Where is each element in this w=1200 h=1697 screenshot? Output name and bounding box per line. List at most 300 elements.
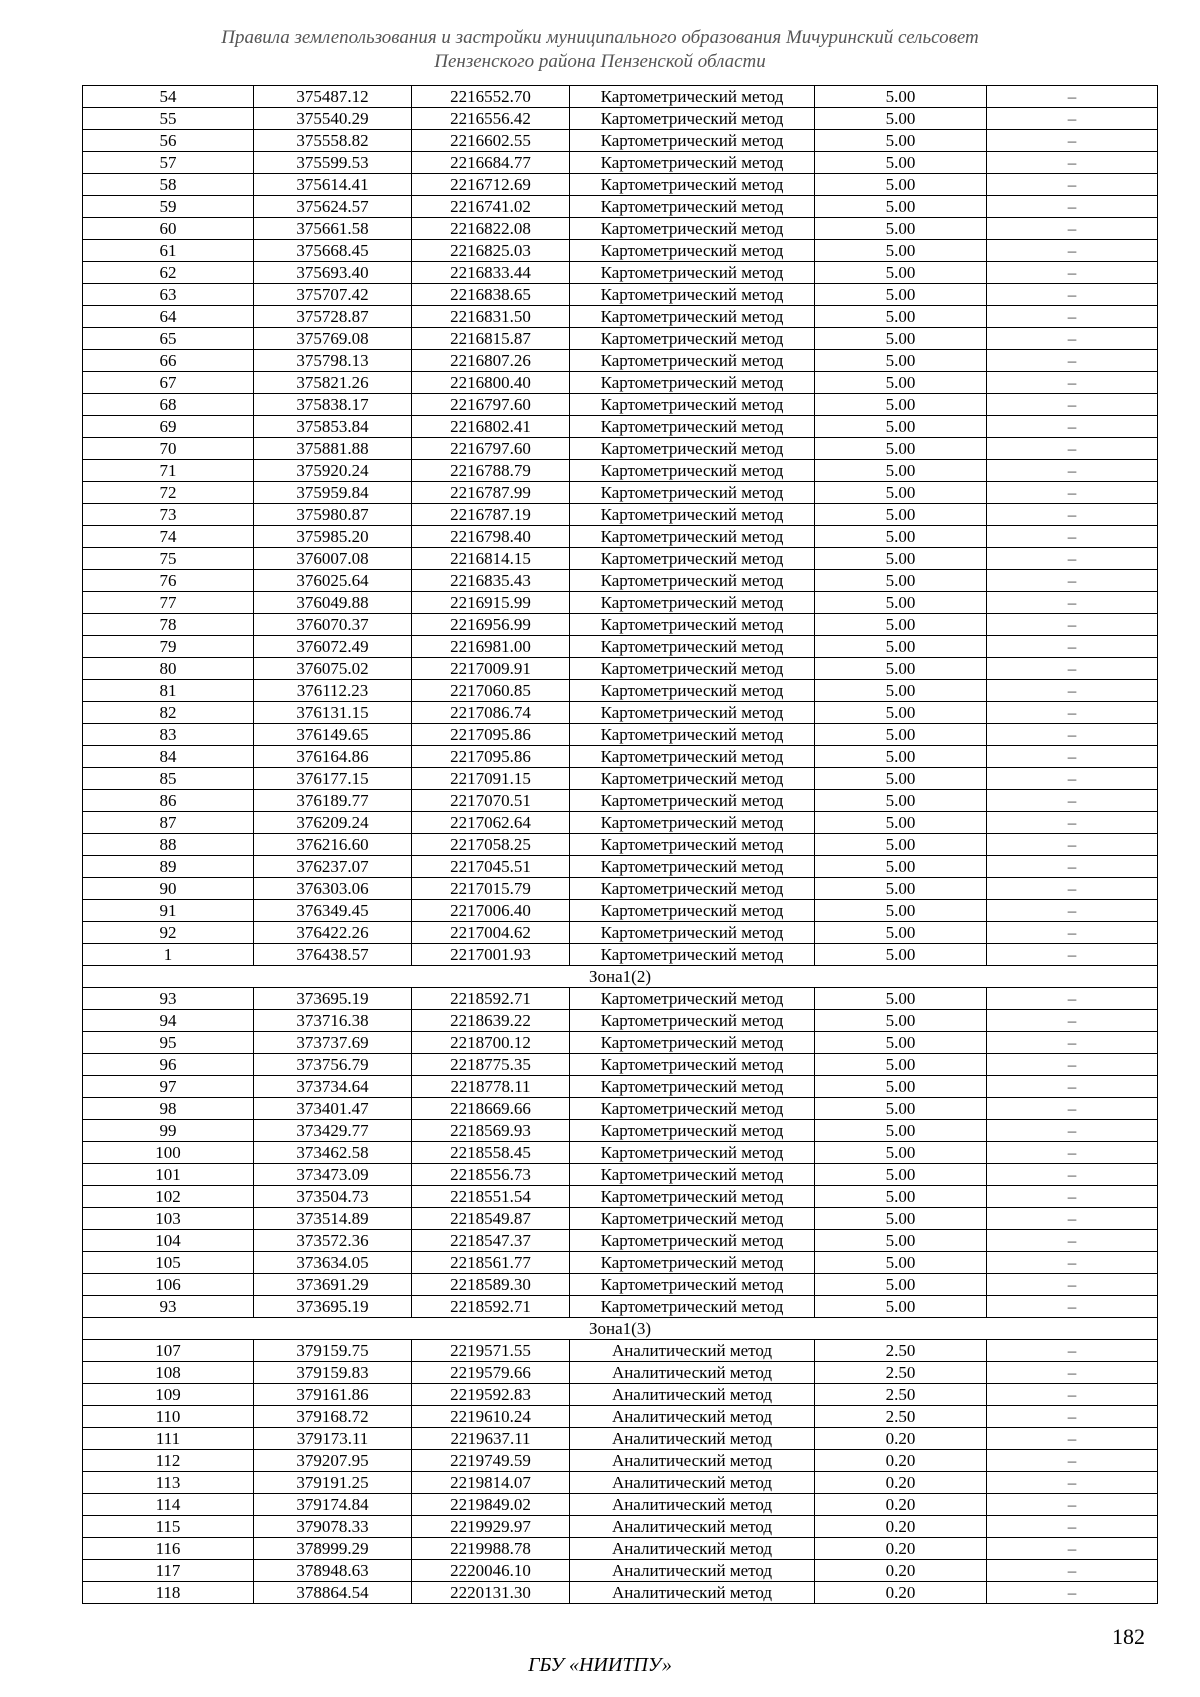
description-cell: – — [987, 1560, 1158, 1582]
y-coordinate-cell: 2218592.71 — [412, 1296, 570, 1318]
y-coordinate-cell: 2216552.70 — [412, 86, 570, 108]
x-coordinate-cell: 376072.49 — [254, 636, 412, 658]
y-coordinate-cell: 2218547.37 — [412, 1230, 570, 1252]
y-coordinate-cell: 2218558.45 — [412, 1142, 570, 1164]
description-cell: – — [987, 108, 1158, 130]
point-number-cell: 74 — [83, 526, 254, 548]
accuracy-cell: 5.00 — [815, 812, 987, 834]
method-cell: Картометрический метод — [570, 394, 815, 416]
method-cell: Картометрический метод — [570, 460, 815, 482]
method-cell: Картометрический метод — [570, 218, 815, 240]
method-cell: Картометрический метод — [570, 944, 815, 966]
y-coordinate-cell: 2216800.40 — [412, 372, 570, 394]
x-coordinate-cell: 376189.77 — [254, 790, 412, 812]
x-coordinate-cell: 376149.65 — [254, 724, 412, 746]
accuracy-cell: 5.00 — [815, 438, 987, 460]
table-row — [83, 394, 1158, 416]
y-coordinate-cell: 2219592.83 — [412, 1384, 570, 1406]
point-number-cell: 108 — [83, 1362, 254, 1384]
method-cell: Аналитический метод — [570, 1428, 815, 1450]
description-cell: – — [987, 328, 1158, 350]
description-cell: – — [987, 1494, 1158, 1516]
table-row — [83, 1274, 1158, 1296]
description-cell: – — [987, 614, 1158, 636]
table-row — [83, 702, 1158, 724]
point-number-cell: 58 — [83, 174, 254, 196]
description-cell: – — [987, 152, 1158, 174]
accuracy-cell: 5.00 — [815, 1010, 987, 1032]
coordinates-table — [82, 85, 1158, 1604]
table-row — [83, 1406, 1158, 1428]
accuracy-cell: 5.00 — [815, 174, 987, 196]
table-row — [83, 768, 1158, 790]
description-cell: – — [987, 306, 1158, 328]
point-number-cell: 100 — [83, 1142, 254, 1164]
x-coordinate-cell: 373695.19 — [254, 988, 412, 1010]
y-coordinate-cell: 2218669.66 — [412, 1098, 570, 1120]
table-row — [83, 680, 1158, 702]
accuracy-cell: 5.00 — [815, 570, 987, 592]
table-row — [83, 1428, 1158, 1450]
point-number-cell: 116 — [83, 1538, 254, 1560]
x-coordinate-cell: 373756.79 — [254, 1054, 412, 1076]
x-coordinate-cell: 375769.08 — [254, 328, 412, 350]
point-number-cell: 101 — [83, 1164, 254, 1186]
method-cell: Картометрический метод — [570, 306, 815, 328]
method-cell: Картометрический метод — [570, 86, 815, 108]
y-coordinate-cell: 2220131.30 — [412, 1582, 570, 1604]
description-cell: – — [987, 746, 1158, 768]
point-number-cell: 111 — [83, 1428, 254, 1450]
table-row — [83, 988, 1158, 1010]
y-coordinate-cell: 2217060.85 — [412, 680, 570, 702]
point-number-cell: 77 — [83, 592, 254, 614]
point-number-cell: 97 — [83, 1076, 254, 1098]
description-cell: – — [987, 592, 1158, 614]
description-cell: – — [987, 856, 1158, 878]
x-coordinate-cell: 379168.72 — [254, 1406, 412, 1428]
y-coordinate-cell: 2219571.55 — [412, 1340, 570, 1362]
description-cell: – — [987, 790, 1158, 812]
x-coordinate-cell: 375980.87 — [254, 504, 412, 526]
y-coordinate-cell: 2216797.60 — [412, 438, 570, 460]
y-coordinate-cell: 2219749.59 — [412, 1450, 570, 1472]
point-number-cell: 75 — [83, 548, 254, 570]
point-number-cell: 54 — [83, 86, 254, 108]
description-cell: – — [987, 1098, 1158, 1120]
accuracy-cell: 5.00 — [815, 350, 987, 372]
point-number-cell: 64 — [83, 306, 254, 328]
description-cell: – — [987, 1164, 1158, 1186]
method-cell: Картометрический метод — [570, 1296, 815, 1318]
table-row — [83, 1054, 1158, 1076]
header-title-line1: Правила землепользования и застройки муниципального образования Мичуринский сельсовет — [221, 27, 979, 48]
table-row — [83, 504, 1158, 526]
x-coordinate-cell: 375853.84 — [254, 416, 412, 438]
x-coordinate-cell: 375838.17 — [254, 394, 412, 416]
accuracy-cell: 5.00 — [815, 1076, 987, 1098]
y-coordinate-cell: 2219814.07 — [412, 1472, 570, 1494]
y-coordinate-cell: 2217009.91 — [412, 658, 570, 680]
x-coordinate-cell: 375599.53 — [254, 152, 412, 174]
method-cell: Картометрический метод — [570, 1054, 815, 1076]
x-coordinate-cell: 376349.45 — [254, 900, 412, 922]
table-row — [83, 1516, 1158, 1538]
table-row — [83, 130, 1158, 152]
description-cell: – — [987, 1340, 1158, 1362]
accuracy-cell: 5.00 — [815, 944, 987, 966]
point-number-cell: 78 — [83, 614, 254, 636]
point-number-cell: 59 — [83, 196, 254, 218]
point-number-cell: 61 — [83, 240, 254, 262]
y-coordinate-cell: 2217095.86 — [412, 724, 570, 746]
accuracy-cell: 5.00 — [815, 1274, 987, 1296]
point-number-cell: 118 — [83, 1582, 254, 1604]
accuracy-cell: 5.00 — [815, 372, 987, 394]
method-cell: Картометрический метод — [570, 1120, 815, 1142]
x-coordinate-cell: 373429.77 — [254, 1120, 412, 1142]
x-coordinate-cell: 379191.25 — [254, 1472, 412, 1494]
point-number-cell: 66 — [83, 350, 254, 372]
point-number-cell: 88 — [83, 834, 254, 856]
x-coordinate-cell: 376303.06 — [254, 878, 412, 900]
table-row — [83, 1010, 1158, 1032]
point-number-cell: 80 — [83, 658, 254, 680]
accuracy-cell: 5.00 — [815, 1296, 987, 1318]
description-cell: – — [987, 262, 1158, 284]
y-coordinate-cell: 2216788.79 — [412, 460, 570, 482]
description-cell: – — [987, 504, 1158, 526]
x-coordinate-cell: 376112.23 — [254, 680, 412, 702]
method-cell: Картометрический метод — [570, 856, 815, 878]
accuracy-cell: 5.00 — [815, 724, 987, 746]
y-coordinate-cell: 2216915.99 — [412, 592, 570, 614]
table-row — [83, 856, 1158, 878]
description-cell: – — [987, 922, 1158, 944]
accuracy-cell: 0.20 — [815, 1538, 987, 1560]
point-number-cell: 68 — [83, 394, 254, 416]
point-number-cell: 98 — [83, 1098, 254, 1120]
y-coordinate-cell: 2217058.25 — [412, 834, 570, 856]
accuracy-cell: 2.50 — [815, 1384, 987, 1406]
table-row — [83, 548, 1158, 570]
description-cell: – — [987, 218, 1158, 240]
x-coordinate-cell: 376070.37 — [254, 614, 412, 636]
point-number-cell: 57 — [83, 152, 254, 174]
y-coordinate-cell: 2219610.24 — [412, 1406, 570, 1428]
accuracy-cell: 5.00 — [815, 1186, 987, 1208]
x-coordinate-cell: 379078.33 — [254, 1516, 412, 1538]
x-coordinate-cell: 375821.26 — [254, 372, 412, 394]
y-coordinate-cell: 2216787.19 — [412, 504, 570, 526]
accuracy-cell: 0.20 — [815, 1516, 987, 1538]
point-number-cell: 113 — [83, 1472, 254, 1494]
description-cell: – — [987, 1362, 1158, 1384]
method-cell: Картометрический метод — [570, 108, 815, 130]
description-cell: – — [987, 174, 1158, 196]
table-row — [83, 174, 1158, 196]
accuracy-cell: 0.20 — [815, 1450, 987, 1472]
y-coordinate-cell: 2218700.12 — [412, 1032, 570, 1054]
x-coordinate-cell: 375661.58 — [254, 218, 412, 240]
description-cell: – — [987, 350, 1158, 372]
description-cell: – — [987, 834, 1158, 856]
y-coordinate-cell: 2219637.11 — [412, 1428, 570, 1450]
point-number-cell: 103 — [83, 1208, 254, 1230]
x-coordinate-cell: 375920.24 — [254, 460, 412, 482]
description-cell: – — [987, 86, 1158, 108]
point-number-cell: 81 — [83, 680, 254, 702]
x-coordinate-cell: 373634.05 — [254, 1252, 412, 1274]
accuracy-cell: 5.00 — [815, 1098, 987, 1120]
x-coordinate-cell: 376177.15 — [254, 768, 412, 790]
point-number-cell: 109 — [83, 1384, 254, 1406]
y-coordinate-cell: 2219849.02 — [412, 1494, 570, 1516]
description-cell: – — [987, 548, 1158, 570]
description-cell: – — [987, 438, 1158, 460]
accuracy-cell: 5.00 — [815, 658, 987, 680]
point-number-cell: 104 — [83, 1230, 254, 1252]
point-number-cell: 73 — [83, 504, 254, 526]
table-row — [83, 262, 1158, 284]
table-row — [83, 592, 1158, 614]
x-coordinate-cell: 376131.15 — [254, 702, 412, 724]
table-row — [83, 108, 1158, 130]
y-coordinate-cell: 2219929.97 — [412, 1516, 570, 1538]
accuracy-cell: 5.00 — [815, 768, 987, 790]
y-coordinate-cell: 2218778.11 — [412, 1076, 570, 1098]
description-cell: – — [987, 702, 1158, 724]
table-row — [83, 1538, 1158, 1560]
y-coordinate-cell: 2218639.22 — [412, 1010, 570, 1032]
method-cell: Картометрический метод — [570, 1208, 815, 1230]
point-number-cell: 70 — [83, 438, 254, 460]
method-cell: Аналитический метод — [570, 1560, 815, 1582]
y-coordinate-cell: 2216956.99 — [412, 614, 570, 636]
method-cell: Картометрический метод — [570, 548, 815, 570]
x-coordinate-cell: 375540.29 — [254, 108, 412, 130]
y-coordinate-cell: 2217062.64 — [412, 812, 570, 834]
y-coordinate-cell: 2216815.87 — [412, 328, 570, 350]
accuracy-cell: 5.00 — [815, 614, 987, 636]
description-cell: – — [987, 680, 1158, 702]
table-row — [83, 1384, 1158, 1406]
page-number: 182 — [1112, 1624, 1145, 1649]
point-number-cell: 99 — [83, 1120, 254, 1142]
description-cell: – — [987, 1076, 1158, 1098]
method-cell: Картометрический метод — [570, 1252, 815, 1274]
method-cell: Картометрический метод — [570, 900, 815, 922]
point-number-cell: 62 — [83, 262, 254, 284]
accuracy-cell: 5.00 — [815, 592, 987, 614]
table-row — [83, 944, 1158, 966]
point-number-cell: 92 — [83, 922, 254, 944]
y-coordinate-cell: 2216981.00 — [412, 636, 570, 658]
y-coordinate-cell: 2216838.65 — [412, 284, 570, 306]
table-row — [83, 438, 1158, 460]
method-cell: Картометрический метод — [570, 790, 815, 812]
accuracy-cell: 5.00 — [815, 1032, 987, 1054]
x-coordinate-cell: 375487.12 — [254, 86, 412, 108]
coordinates-table-body — [83, 86, 1158, 1604]
table-row — [83, 196, 1158, 218]
x-coordinate-cell: 376209.24 — [254, 812, 412, 834]
header-title-line2: Пензенского района Пензенской области — [434, 51, 766, 72]
method-cell: Картометрический метод — [570, 174, 815, 196]
table-row — [83, 724, 1158, 746]
point-number-cell: 107 — [83, 1340, 254, 1362]
y-coordinate-cell: 2216814.15 — [412, 548, 570, 570]
accuracy-cell: 0.20 — [815, 1428, 987, 1450]
accuracy-cell: 5.00 — [815, 504, 987, 526]
method-cell: Аналитический метод — [570, 1538, 815, 1560]
method-cell: Картометрический метод — [570, 152, 815, 174]
table-row — [83, 416, 1158, 438]
table-row — [83, 1230, 1158, 1252]
table-row — [83, 328, 1158, 350]
x-coordinate-cell: 376422.26 — [254, 922, 412, 944]
accuracy-cell: 5.00 — [815, 1208, 987, 1230]
table-row — [83, 1582, 1158, 1604]
y-coordinate-cell: 2216825.03 — [412, 240, 570, 262]
table-row — [83, 1120, 1158, 1142]
table-row — [83, 834, 1158, 856]
accuracy-cell: 0.20 — [815, 1472, 987, 1494]
method-cell: Картометрический метод — [570, 702, 815, 724]
description-cell: – — [987, 240, 1158, 262]
accuracy-cell: 5.00 — [815, 394, 987, 416]
accuracy-cell: 5.00 — [815, 482, 987, 504]
table-row — [83, 658, 1158, 680]
table-row — [83, 570, 1158, 592]
accuracy-cell: 2.50 — [815, 1362, 987, 1384]
x-coordinate-cell: 373504.73 — [254, 1186, 412, 1208]
method-cell: Картометрический метод — [570, 284, 815, 306]
description-cell: – — [987, 1252, 1158, 1274]
description-cell: – — [987, 1516, 1158, 1538]
y-coordinate-cell: 2218569.93 — [412, 1120, 570, 1142]
table-row — [83, 1208, 1158, 1230]
method-cell: Картометрический метод — [570, 526, 815, 548]
point-number-cell: 63 — [83, 284, 254, 306]
table-row — [83, 1186, 1158, 1208]
accuracy-cell: 5.00 — [815, 108, 987, 130]
accuracy-cell: 5.00 — [815, 790, 987, 812]
x-coordinate-cell: 379207.95 — [254, 1450, 412, 1472]
point-number-cell: 56 — [83, 130, 254, 152]
x-coordinate-cell: 373514.89 — [254, 1208, 412, 1230]
description-cell: – — [987, 1384, 1158, 1406]
point-number-cell: 72 — [83, 482, 254, 504]
x-coordinate-cell: 375624.57 — [254, 196, 412, 218]
x-coordinate-cell: 373473.09 — [254, 1164, 412, 1186]
method-cell: Картометрический метод — [570, 1098, 815, 1120]
accuracy-cell: 5.00 — [815, 988, 987, 1010]
accuracy-cell: 5.00 — [815, 284, 987, 306]
description-cell: – — [987, 1032, 1158, 1054]
point-number-cell: 117 — [83, 1560, 254, 1582]
method-cell: Аналитический метод — [570, 1384, 815, 1406]
method-cell: Аналитический метод — [570, 1516, 815, 1538]
method-cell: Картометрический метод — [570, 262, 815, 284]
method-cell: Картометрический метод — [570, 636, 815, 658]
x-coordinate-cell: 373695.19 — [254, 1296, 412, 1318]
accuracy-cell: 5.00 — [815, 680, 987, 702]
method-cell: Аналитический метод — [570, 1362, 815, 1384]
accuracy-cell: 5.00 — [815, 86, 987, 108]
table-row — [83, 306, 1158, 328]
table-row — [83, 1560, 1158, 1582]
x-coordinate-cell: 375959.84 — [254, 482, 412, 504]
point-number-cell: 87 — [83, 812, 254, 834]
description-cell: – — [987, 1142, 1158, 1164]
point-number-cell: 105 — [83, 1252, 254, 1274]
description-cell: – — [987, 1054, 1158, 1076]
description-cell: – — [987, 1296, 1158, 1318]
point-number-cell: 60 — [83, 218, 254, 240]
point-number-cell: 95 — [83, 1032, 254, 1054]
method-cell: Картометрический метод — [570, 482, 815, 504]
accuracy-cell: 0.20 — [815, 1582, 987, 1604]
method-cell: Картометрический метод — [570, 834, 815, 856]
table-row — [83, 1252, 1158, 1274]
y-coordinate-cell: 2217004.62 — [412, 922, 570, 944]
point-number-cell: 106 — [83, 1274, 254, 1296]
x-coordinate-cell: 378948.63 — [254, 1560, 412, 1582]
accuracy-cell: 5.00 — [815, 1054, 987, 1076]
method-cell: Картометрический метод — [570, 812, 815, 834]
method-cell: Картометрический метод — [570, 614, 815, 636]
y-coordinate-cell: 2216556.42 — [412, 108, 570, 130]
method-cell: Картометрический метод — [570, 196, 815, 218]
x-coordinate-cell: 375614.41 — [254, 174, 412, 196]
accuracy-cell: 5.00 — [815, 328, 987, 350]
x-coordinate-cell: 373734.64 — [254, 1076, 412, 1098]
accuracy-cell: 5.00 — [815, 130, 987, 152]
point-number-cell: 114 — [83, 1494, 254, 1516]
method-cell: Картометрический метод — [570, 1142, 815, 1164]
description-cell: – — [987, 1538, 1158, 1560]
table-row — [83, 86, 1158, 108]
description-cell: – — [987, 768, 1158, 790]
method-cell: Картометрический метод — [570, 1076, 815, 1098]
method-cell: Картометрический метод — [570, 570, 815, 592]
method-cell: Картометрический метод — [570, 416, 815, 438]
y-coordinate-cell: 2217006.40 — [412, 900, 570, 922]
table-row — [83, 218, 1158, 240]
x-coordinate-cell: 376007.08 — [254, 548, 412, 570]
method-cell: Картометрический метод — [570, 1164, 815, 1186]
x-coordinate-cell: 376075.02 — [254, 658, 412, 680]
method-cell: Картометрический метод — [570, 350, 815, 372]
description-cell: – — [987, 416, 1158, 438]
x-coordinate-cell: 379159.83 — [254, 1362, 412, 1384]
accuracy-cell: 5.00 — [815, 1164, 987, 1186]
table-row — [83, 284, 1158, 306]
y-coordinate-cell: 2219988.78 — [412, 1538, 570, 1560]
point-number-cell: 84 — [83, 746, 254, 768]
x-coordinate-cell: 379174.84 — [254, 1494, 412, 1516]
description-cell: – — [987, 196, 1158, 218]
description-cell: – — [987, 636, 1158, 658]
table-row — [83, 482, 1158, 504]
accuracy-cell: 5.00 — [815, 152, 987, 174]
method-cell: Картометрический метод — [570, 658, 815, 680]
table-row — [83, 526, 1158, 548]
description-cell: – — [987, 394, 1158, 416]
description-cell: – — [987, 988, 1158, 1010]
table-row — [83, 350, 1158, 372]
